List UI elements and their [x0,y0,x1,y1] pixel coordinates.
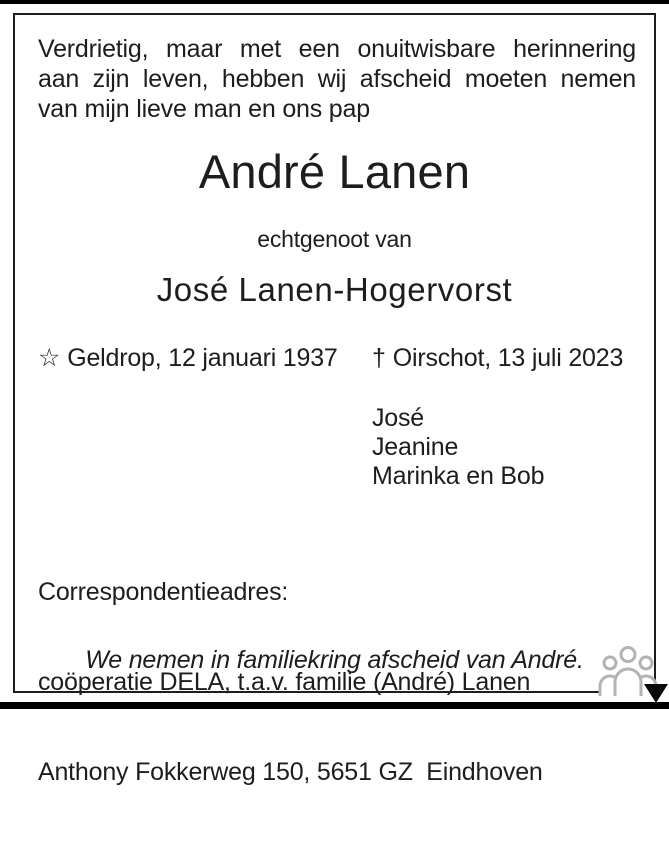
intro-line: van mijn lieve man en ons pap [38,95,370,123]
star-icon: ☆ [38,344,61,372]
death-text: Oirschot, 13 juli 2023 [392,344,624,372]
deceased-name: André Lanen [198,145,471,198]
correspondence-block [38,517,543,847]
family-names-list [372,404,544,491]
correspondence-line: coöperatie DELA, t.a.v. familie (André) Lanen [38,668,531,696]
cross-icon: † [372,344,386,372]
birth-entry [38,343,338,373]
death-entry [372,343,623,373]
triangle-down-icon [644,684,668,703]
intro-text [38,34,636,124]
family-name: Jeanine [372,433,459,461]
closing-line: We nemen in familiekring afscheid van André. [85,646,584,674]
relation-label: echtgenoot van [257,226,412,252]
correspondence-label: Correspondentieadres: [38,578,289,606]
spouse-name: José Lanen-Hogervorst [156,271,513,308]
birth-text: Geldrop, 12 januari 1937 [67,344,338,372]
intro-line: aan zijn leven, hebben wij afscheid moeten nemen [38,65,636,93]
intro-line: Verdrietig, maar met een onuitwisbare herinnering [38,35,636,63]
family-name: José [372,404,425,432]
family-name: Marinka en Bob [372,462,545,490]
bottom-rule [0,702,669,709]
correspondence-line: Anthony Fokkerweg 150, 5651 GZ Eindhoven [38,758,543,786]
top-rule [0,0,669,4]
